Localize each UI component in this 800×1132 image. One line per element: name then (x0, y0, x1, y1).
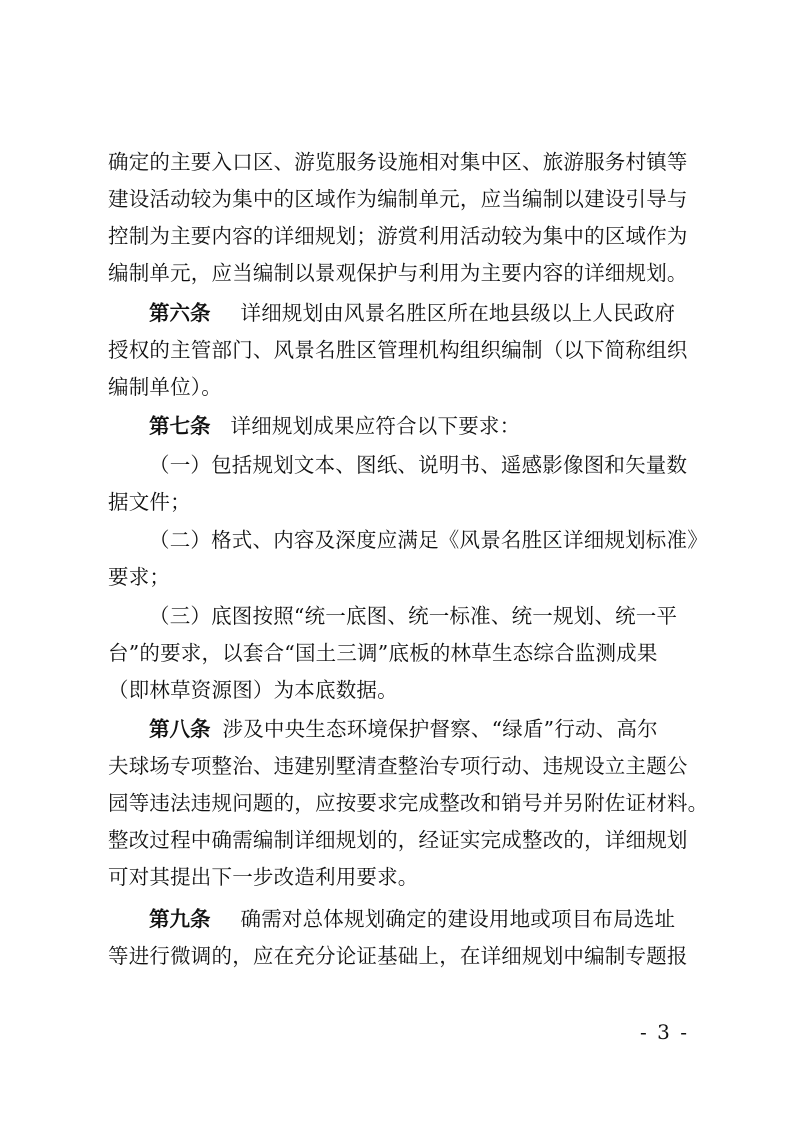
article-7-paragraph (149, 409, 709, 443)
body-line: 详细规划成果应符合以下要求： (230, 414, 521, 438)
article-6-paragraph (149, 296, 709, 330)
body-line: 据文件； (108, 490, 191, 514)
body-line: 台”的要求，以套合“国土三调”底板的林草生态综合监测成果 (108, 641, 658, 665)
article-9-heading: 第九条 (149, 907, 211, 931)
body-line: 园等违法违规问题的，应按要求完成整改和销号并另附佐证材料。 (108, 791, 709, 815)
article-7-heading: 第七条 (149, 414, 211, 438)
body-line: 整改过程中确需编制详细规划的，经证实完成整改的，详细规划 (108, 828, 688, 852)
body-line: 确定的主要入口区、游览服务设施相对集中区、旅游服务村镇等 (108, 150, 688, 174)
body-line: 夫球场专项整治、违建别墅清查整治专项行动、违规设立主题公 (108, 754, 688, 778)
body-line: 编制单位）。 (108, 375, 222, 399)
article-8-heading: 第八条 (149, 717, 211, 741)
list-item-2: （二）格式、内容及深度应满足《风景名胜区详细规划标准》 (149, 528, 708, 552)
body-line: 建设活动较为集中的区域作为编制单元，应当编制以建设引导与 (108, 187, 688, 211)
body-line: 控制为主要内容的详细规划；游赏利用活动较为集中的区域作为 (108, 224, 688, 248)
article-9-paragraph (149, 902, 709, 936)
article-8-paragraph (149, 712, 709, 746)
body-line: （即林草资源图）为本底数据。 (108, 678, 398, 702)
list-item-3: （三）底图按照“统一底图、统一标准、统一规划、统一平 (149, 604, 678, 628)
body-line: 授权的主管部门、风景名胜区管理机构组织编制（以下简称组织 (108, 338, 688, 362)
article-6-heading: 第六条 (149, 301, 211, 325)
page-number: - 3 - (640, 1020, 689, 1044)
body-line: 涉及中央生态环境保护督察、“绿盾”行动、高尔 (222, 717, 658, 741)
body-line: 编制单元，应当编制以景观保护与利用为主要内容的详细规划。 (108, 261, 688, 285)
body-line: 可对其提出下一步改造利用要求。 (108, 865, 419, 889)
body-line: 要求； (108, 565, 171, 589)
body-line: 等进行微调的，应在充分论证基础上，在详细规划中编制专题报 (108, 944, 688, 968)
body-line: 详细规划由风景名胜区所在地县级以上人民政府 (240, 301, 676, 325)
list-item-1: （一）包括规划文本、图纸、说明书、遥感影像图和矢量数 (149, 453, 688, 477)
body-line: 确需对总体规划确定的建设用地或项目布局选址 (240, 907, 676, 931)
